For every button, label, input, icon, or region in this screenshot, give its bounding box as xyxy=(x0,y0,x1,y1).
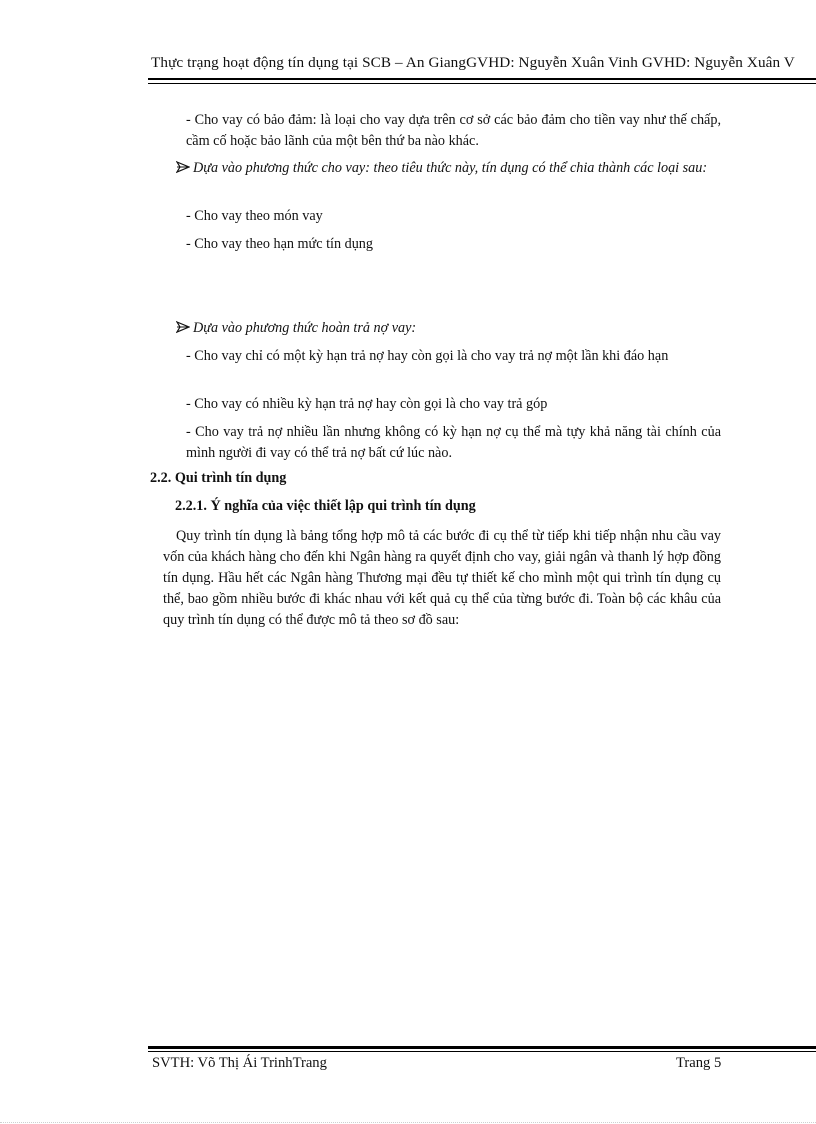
arrow-bullet-icon xyxy=(176,320,190,334)
section-heading: 2.2. Qui trình tín dụng xyxy=(150,470,287,486)
subsection-heading: 2.2.1. Ý nghĩa của việc thiết lập qui trình tín dụng xyxy=(175,498,476,514)
footer-rule-thin xyxy=(148,1051,816,1052)
method-item-1: - Cho vay theo món vay xyxy=(186,208,323,224)
footer-rule-thick xyxy=(148,1046,816,1049)
footer-author: SVTH: Võ Thị Ái TrinhTrang xyxy=(152,1055,327,1071)
process-paragraph: Quy trình tín dụng là bảng tổng hợp mô tả các bước đi cụ thể từ tiếp khi tiếp nhận nhu cầu vay vốn của khách hàng cho đến khi Ngân hàng ra quyết định cho vay, giải ngân và thanh lý hợp đồng tín dụng. Hầu hết các Ngân hàng Thương mại đều tự thiết kế cho mình một qui trình tín dụng cụ thể, bao gồm nhiều bước đi khác nhau với kết quả cụ thể của từng bước đi. Toàn bộ các khâu của quy trình tín dụng có thể được mô tả theo sơ đồ sau: xyxy=(163,528,721,628)
arrow-bullet-icon xyxy=(176,160,190,174)
page-header-title: Thực trạng hoạt động tín dụng tại SCB – An GiangGVHD: Nguyễn Xuân Vinh GVHD: Nguyễn Xuân V xyxy=(151,54,795,71)
repay-heading-text: Dựa vào phương thức hoàn trả nợ vay: xyxy=(193,320,417,336)
secured-loan-item: - Cho vay có bảo đảm: là loại cho vay dựa trên cơ sở các bảo đảm cho tiền vay như thế chấp, cầm cố hoặc bảo lãnh của một bên thứ ba nào khác. xyxy=(186,112,721,149)
method-heading-text: Dựa vào phương thức cho vay: theo tiêu thức này, tín dụng có thể chia thành các loại sau: xyxy=(193,160,708,176)
repay-item-2: - Cho vay có nhiều kỳ hạn trả nợ hay còn gọi là cho vay trả góp xyxy=(186,396,548,412)
repay-item-1: - Cho vay chỉ có một kỳ hạn trả nợ hay còn gọi là cho vay trả nợ một lần khi đáo hạn xyxy=(186,348,669,364)
method-heading xyxy=(176,158,721,179)
repay-heading xyxy=(176,318,721,339)
page-number: Trang 5 xyxy=(676,1055,722,1071)
header-rule-thick xyxy=(148,78,816,80)
header-rule-thin xyxy=(148,83,816,84)
method-item-2: - Cho vay theo hạn mức tín dụng xyxy=(186,236,373,252)
repay-item-3: - Cho vay trả nợ nhiều lần nhưng không có kỳ hạn nợ cụ thể mà tựy khả năng tài chính của mình người đi vay có thể trả nợ bất cứ lúc nào. xyxy=(186,424,721,461)
